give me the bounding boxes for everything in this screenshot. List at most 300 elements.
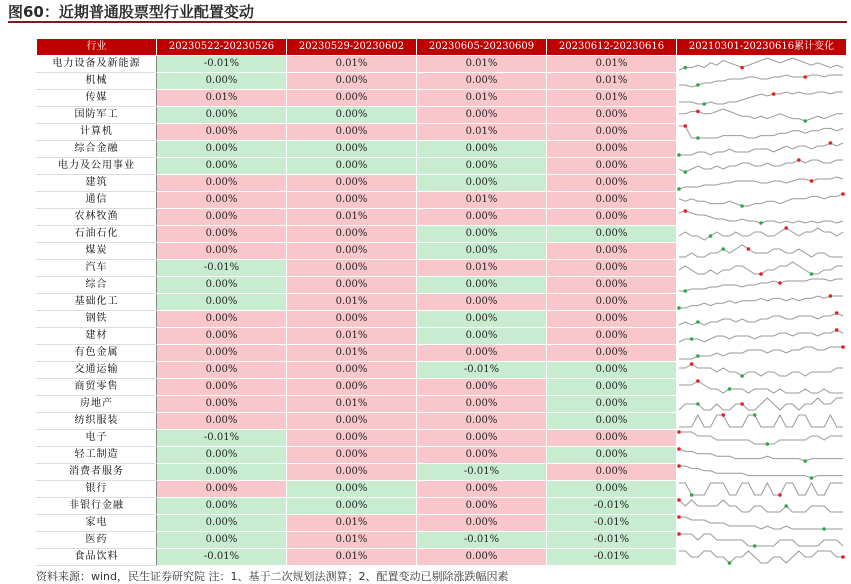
sparkline-max-marker (829, 294, 833, 298)
sparkline-max-marker (684, 124, 688, 128)
table-row (37, 124, 847, 141)
allocation-change-cell: 0.00% (417, 243, 547, 260)
allocation-change-cell: 0.00% (417, 345, 547, 362)
allocation-change-cell: 0.01% (547, 56, 677, 73)
sparkline-min-marker (696, 402, 700, 406)
sparkline-series (679, 466, 843, 478)
allocation-change-cell: 0.00% (417, 549, 547, 566)
allocation-change-cell: 0.00% (287, 192, 417, 209)
table-row (37, 90, 847, 107)
sparkline-chart (677, 277, 845, 293)
table-row (37, 192, 847, 209)
sparkline-chart (677, 90, 845, 106)
table-row (37, 396, 847, 413)
allocation-change-cell: 0.00% (157, 362, 287, 379)
cumulative-sparkline (677, 464, 847, 481)
allocation-change-cell: 0.00% (547, 379, 677, 396)
sparkline-min-marker (709, 234, 713, 238)
allocation-change-cell: 0.00% (287, 124, 417, 141)
industry-name: 钢铁 (37, 311, 157, 328)
header-industry: 行业 (37, 39, 157, 56)
sparkline-series (679, 279, 843, 291)
sparkline-chart (677, 294, 845, 310)
allocation-change-cell: 0.00% (157, 209, 287, 226)
table-row (37, 158, 847, 175)
sparkline-chart (677, 73, 845, 89)
allocation-change-cell: 0.00% (547, 294, 677, 311)
allocation-change-cell: 0.00% (157, 124, 287, 141)
sparkline-series (679, 143, 843, 155)
industry-name: 家电 (37, 515, 157, 532)
sparkline-max-marker (684, 209, 688, 213)
sparkline-min-marker (696, 320, 700, 324)
table-row (37, 532, 847, 549)
sparkline-series (679, 483, 843, 495)
industry-name: 煤炭 (37, 243, 157, 260)
industry-name: 轻工制造 (37, 447, 157, 464)
sparkline-series (679, 347, 843, 359)
sparkline-min-marker (753, 544, 757, 548)
allocation-change-cell: 0.01% (287, 56, 417, 73)
allocation-change-cell: 0.00% (287, 158, 417, 175)
sparkline-max-marker (677, 532, 681, 536)
allocation-change-cell: 0.01% (417, 124, 547, 141)
allocation-change-cell: 0.00% (417, 481, 547, 498)
table-row (37, 311, 847, 328)
cumulative-sparkline (677, 328, 847, 345)
cumulative-sparkline (677, 73, 847, 90)
industry-name: 食品饮料 (37, 549, 157, 566)
sparkline-series (679, 330, 843, 342)
allocation-change-cell: -0.01% (547, 498, 677, 515)
cumulative-sparkline (677, 549, 847, 566)
industry-name: 石油石化 (37, 226, 157, 243)
cumulative-sparkline (677, 56, 847, 73)
sparkline-chart (677, 226, 845, 242)
sparkline-min-marker (822, 527, 826, 531)
cumulative-sparkline (677, 413, 847, 430)
industry-name: 建材 (37, 328, 157, 345)
sparkline-series (679, 364, 843, 376)
allocation-change-cell: 0.00% (417, 515, 547, 532)
sparkline-max-marker (747, 247, 751, 251)
table-row (37, 362, 847, 379)
allocation-change-cell: 0.00% (547, 430, 677, 447)
footnote: 资料来源：wind，民生证券研究院 注：1、基于二次规划法测算；2、配置变动已剔除涨跌幅因素 (36, 570, 509, 583)
table-row (37, 277, 847, 294)
sparkline-series (679, 415, 843, 427)
sparkline-series (679, 313, 843, 325)
allocation-change-cell: 0.00% (417, 107, 547, 124)
allocation-change-cell: 0.00% (547, 124, 677, 141)
allocation-change-cell: 0.00% (547, 447, 677, 464)
allocation-change-cell: 0.00% (157, 294, 287, 311)
sparkline-min-marker (690, 337, 694, 341)
allocation-change-cell: 0.00% (417, 226, 547, 243)
cumulative-sparkline (677, 447, 847, 464)
sparkline-chart (677, 243, 845, 259)
allocation-change-cell: 0.01% (547, 90, 677, 107)
industry-name: 商贸零售 (37, 379, 157, 396)
sparkline-min-marker (728, 561, 732, 565)
sparkline-chart (677, 175, 845, 191)
allocation-change-cell: 0.00% (287, 243, 417, 260)
sparkline-min-marker (684, 289, 688, 293)
header-cumulative: 20210301-20230616累计变化 (677, 39, 847, 56)
sparkline-chart (677, 481, 845, 497)
sparkline-min-marker (728, 387, 732, 391)
sparkline-min-marker (740, 374, 744, 378)
allocation-change-cell: -0.01% (157, 549, 287, 566)
sparkline-series (679, 517, 843, 529)
allocation-change-cell: 0.00% (157, 328, 287, 345)
sparkline-max-marker (841, 192, 845, 196)
allocation-change-cell: 0.00% (417, 447, 547, 464)
sparkline-chart (677, 141, 845, 157)
sparkline-max-marker (797, 158, 801, 162)
table-row (37, 549, 847, 566)
sparkline-max-marker (772, 92, 776, 96)
allocation-change-cell: 0.00% (547, 464, 677, 481)
table-row (37, 226, 847, 243)
cumulative-sparkline (677, 107, 847, 124)
sparkline-min-marker (810, 272, 814, 276)
sparkline-chart (677, 209, 845, 225)
sparkline-min-marker (684, 170, 688, 174)
allocation-change-cell: 0.00% (287, 464, 417, 481)
industry-name: 电子 (37, 430, 157, 447)
allocation-change-cell: -0.01% (157, 430, 287, 447)
allocation-change-cell: 0.00% (157, 175, 287, 192)
sparkline-max-marker (759, 272, 763, 276)
allocation-change-cell: 0.00% (287, 447, 417, 464)
industry-name: 农林牧渔 (37, 209, 157, 226)
sparkline-chart (677, 464, 845, 480)
table-row (37, 481, 847, 498)
industry-name: 计算机 (37, 124, 157, 141)
sparkline-max-marker (835, 311, 839, 315)
sparkline-chart (677, 396, 845, 412)
allocation-change-cell: 0.00% (157, 379, 287, 396)
sparkline-max-marker (829, 141, 833, 145)
table-row (37, 328, 847, 345)
industry-name: 汽车 (37, 260, 157, 277)
allocation-change-cell: 0.00% (417, 141, 547, 158)
allocation-change-cell: 0.01% (287, 396, 417, 413)
allocation-change-cell: 0.00% (547, 362, 677, 379)
sparkline-max-marker (690, 362, 694, 366)
sparkline-min-marker (753, 413, 757, 417)
allocation-change-cell: -0.01% (547, 532, 677, 549)
allocation-change-cell: 0.00% (547, 192, 677, 209)
allocation-change-cell: 0.00% (547, 328, 677, 345)
sparkline-series (679, 194, 843, 206)
table-row (37, 294, 847, 311)
allocation-change-cell: 0.01% (287, 345, 417, 362)
sparkline-max-marker (778, 493, 782, 497)
allocation-change-cell: 0.00% (157, 107, 287, 124)
cumulative-sparkline (677, 396, 847, 413)
sparkline-chart (677, 515, 845, 531)
sparkline-series (679, 211, 843, 223)
cumulative-sparkline (677, 294, 847, 311)
allocation-change-cell: 0.00% (547, 243, 677, 260)
sparkline-series (679, 92, 843, 104)
allocation-change-cell: 0.00% (287, 430, 417, 447)
allocation-change-cell: 0.00% (287, 498, 417, 515)
sparkline-max-marker (784, 226, 788, 230)
industry-name: 综合 (37, 277, 157, 294)
table-row (37, 430, 847, 447)
allocation-change-cell: 0.01% (417, 56, 547, 73)
allocation-change-cell: 0.00% (157, 226, 287, 243)
sparkline-max-marker (677, 430, 681, 434)
allocation-change-cell: -0.01% (417, 362, 547, 379)
allocation-change-cell: 0.00% (287, 260, 417, 277)
industry-name: 基础化工 (37, 294, 157, 311)
allocation-change-cell: 0.00% (547, 175, 677, 192)
allocation-change-cell: 0.00% (157, 243, 287, 260)
sparkline-series (679, 500, 843, 512)
cumulative-sparkline (677, 175, 847, 192)
allocation-change-cell: 0.00% (547, 158, 677, 175)
allocation-change-cell: 0.00% (417, 379, 547, 396)
sparkline-series (679, 551, 843, 563)
sparkline-min-marker (677, 306, 681, 310)
sparkline-chart (677, 362, 845, 378)
sparkline-min-marker (766, 442, 770, 446)
allocation-change-cell: 0.00% (287, 362, 417, 379)
table-row (37, 345, 847, 362)
industry-name: 消费者服务 (37, 464, 157, 481)
sparkline-max-marker (803, 75, 807, 79)
sparkline-max-marker (835, 328, 839, 332)
allocation-change-cell: 0.00% (417, 175, 547, 192)
sparkline-max-marker (696, 110, 700, 114)
table-row (37, 464, 847, 481)
allocation-change-cell: 0.00% (157, 345, 287, 362)
allocation-change-cell: 0.00% (547, 311, 677, 328)
table-row (37, 209, 847, 226)
allocation-change-cell: -0.01% (547, 515, 677, 532)
sparkline-series (679, 398, 843, 410)
sparkline-min-marker (677, 187, 681, 191)
sparkline-max-marker (721, 413, 725, 417)
sparkline-min-marker (810, 476, 814, 480)
industry-name: 建筑 (37, 175, 157, 192)
industry-name: 有色金属 (37, 345, 157, 362)
cumulative-sparkline (677, 226, 847, 243)
sparkline-chart (677, 345, 845, 361)
table-row (37, 73, 847, 90)
allocation-change-cell: 0.00% (417, 158, 547, 175)
sparkline-max-marker (677, 447, 681, 451)
allocation-change-cell: 0.00% (417, 396, 547, 413)
allocation-change-cell: 0.00% (417, 294, 547, 311)
table-row (37, 141, 847, 158)
cumulative-sparkline (677, 481, 847, 498)
header-week-4: 20230612-20230616 (547, 39, 677, 56)
sparkline-chart (677, 379, 845, 395)
cumulative-sparkline (677, 192, 847, 209)
cumulative-sparkline (677, 345, 847, 362)
sparkline-max-marker (740, 66, 744, 70)
allocation-change-cell: 0.00% (157, 311, 287, 328)
industry-allocation-table (36, 38, 847, 566)
sparkline-chart (677, 311, 845, 327)
sparkline-series (679, 381, 843, 393)
industry-name: 国防军工 (37, 107, 157, 124)
table-row (37, 107, 847, 124)
sparkline-series (679, 58, 843, 70)
sparkline-min-marker (740, 204, 744, 208)
sparkline-chart (677, 430, 845, 446)
allocation-change-cell: 0.00% (287, 175, 417, 192)
sparkline-max-marker (677, 515, 681, 519)
allocation-change-cell: -0.01% (417, 464, 547, 481)
allocation-change-cell: 0.00% (157, 515, 287, 532)
allocation-change-cell: 0.00% (417, 311, 547, 328)
title-divider (8, 21, 847, 23)
sparkline-series (679, 449, 843, 461)
sparkline-min-marker (784, 504, 788, 508)
table-row (37, 260, 847, 277)
cumulative-sparkline (677, 362, 847, 379)
allocation-change-cell: 0.00% (157, 532, 287, 549)
industry-name: 综合金融 (37, 141, 157, 158)
sparkline-series (679, 160, 843, 172)
table-row (37, 56, 847, 73)
header-week-1: 20230522-20230526 (157, 39, 287, 56)
table-row (37, 447, 847, 464)
allocation-change-cell: 0.00% (287, 73, 417, 90)
sparkline-chart (677, 498, 845, 514)
sparkline-min-marker (696, 136, 700, 140)
allocation-change-cell: -0.01% (417, 532, 547, 549)
allocation-change-cell: 0.00% (417, 498, 547, 515)
sparkline-max-marker (778, 281, 782, 285)
sparkline-min-marker (759, 221, 763, 225)
table-row (37, 413, 847, 430)
allocation-change-cell: 0.00% (547, 107, 677, 124)
table-row (37, 379, 847, 396)
cumulative-sparkline (677, 260, 847, 277)
allocation-change-cell: 0.00% (547, 277, 677, 294)
allocation-change-cell: 0.01% (287, 515, 417, 532)
allocation-change-cell: 0.00% (417, 73, 547, 90)
sparkline-chart (677, 447, 845, 463)
allocation-change-cell: 0.00% (157, 192, 287, 209)
allocation-change-cell: 0.00% (547, 396, 677, 413)
sparkline-min-marker (696, 354, 700, 358)
table-row (37, 243, 847, 260)
sparkline-series (679, 534, 843, 546)
sparkline-chart (677, 107, 845, 123)
allocation-change-cell: 0.00% (287, 481, 417, 498)
allocation-change-cell: 0.00% (417, 413, 547, 430)
sparkline-chart (677, 192, 845, 208)
sparkline-min-marker (721, 247, 725, 251)
cumulative-sparkline (677, 243, 847, 260)
allocation-change-cell: 0.00% (547, 209, 677, 226)
allocation-change-cell: 0.01% (287, 549, 417, 566)
industry-name: 银行 (37, 481, 157, 498)
cumulative-sparkline (677, 209, 847, 226)
allocation-change-cell: 0.00% (157, 498, 287, 515)
sparkline-series (679, 245, 843, 257)
allocation-change-cell: 0.00% (157, 464, 287, 481)
allocation-change-cell: 0.00% (287, 277, 417, 294)
allocation-change-cell: 0.00% (417, 430, 547, 447)
table-row (37, 175, 847, 192)
allocation-change-cell: -0.01% (547, 549, 677, 566)
sparkline-chart (677, 56, 845, 72)
allocation-change-cell: 0.00% (287, 226, 417, 243)
sparkline-series (679, 432, 843, 444)
allocation-change-cell: 0.01% (157, 90, 287, 107)
sparkline-min-marker (803, 459, 807, 463)
industry-name: 电力设备及新能源 (37, 56, 157, 73)
industry-name: 通信 (37, 192, 157, 209)
sparkline-max-marker (677, 498, 681, 502)
allocation-change-cell: 0.00% (157, 396, 287, 413)
industry-name: 纺织服装 (37, 413, 157, 430)
allocation-change-cell: -0.01% (157, 260, 287, 277)
industry-name: 电力及公用事业 (37, 158, 157, 175)
allocation-change-cell: 0.00% (287, 413, 417, 430)
table-header-row (37, 39, 847, 56)
sparkline-max-marker (841, 345, 845, 349)
cumulative-sparkline (677, 430, 847, 447)
industry-name: 医药 (37, 532, 157, 549)
sparkline-min-marker (690, 493, 694, 497)
cumulative-sparkline (677, 515, 847, 532)
allocation-change-cell: 0.00% (157, 413, 287, 430)
sparkline-series (679, 126, 843, 138)
header-week-2: 20230529-20230602 (287, 39, 417, 56)
industry-name: 机械 (37, 73, 157, 90)
sparkline-max-marker (740, 402, 744, 406)
sparkline-chart (677, 260, 845, 276)
table-row (37, 515, 847, 532)
sparkline-min-marker (684, 66, 688, 70)
cumulative-sparkline (677, 124, 847, 141)
allocation-change-cell: 0.01% (417, 192, 547, 209)
allocation-change-cell: 0.01% (287, 294, 417, 311)
sparkline-chart (677, 328, 845, 344)
allocation-change-cell: 0.01% (287, 209, 417, 226)
allocation-change-cell: 0.00% (287, 90, 417, 107)
sparkline-chart (677, 124, 845, 140)
allocation-change-cell: 0.00% (287, 311, 417, 328)
cumulative-sparkline (677, 532, 847, 549)
header-week-3: 20230605-20230609 (417, 39, 547, 56)
allocation-change-cell: 0.00% (157, 141, 287, 158)
sparkline-max-marker (677, 464, 681, 468)
allocation-change-cell: 0.01% (287, 532, 417, 549)
allocation-change-cell: 0.00% (157, 73, 287, 90)
allocation-change-cell: 0.00% (157, 277, 287, 294)
allocation-change-cell: 0.00% (287, 107, 417, 124)
allocation-change-cell: 0.00% (547, 226, 677, 243)
sparkline-chart (677, 532, 845, 548)
allocation-change-cell: 0.00% (417, 209, 547, 226)
allocation-change-cell: 0.00% (157, 447, 287, 464)
industry-name: 非银行金融 (37, 498, 157, 515)
allocation-change-cell: 0.01% (287, 328, 417, 345)
industry-name: 传媒 (37, 90, 157, 107)
sparkline-series (679, 177, 843, 189)
